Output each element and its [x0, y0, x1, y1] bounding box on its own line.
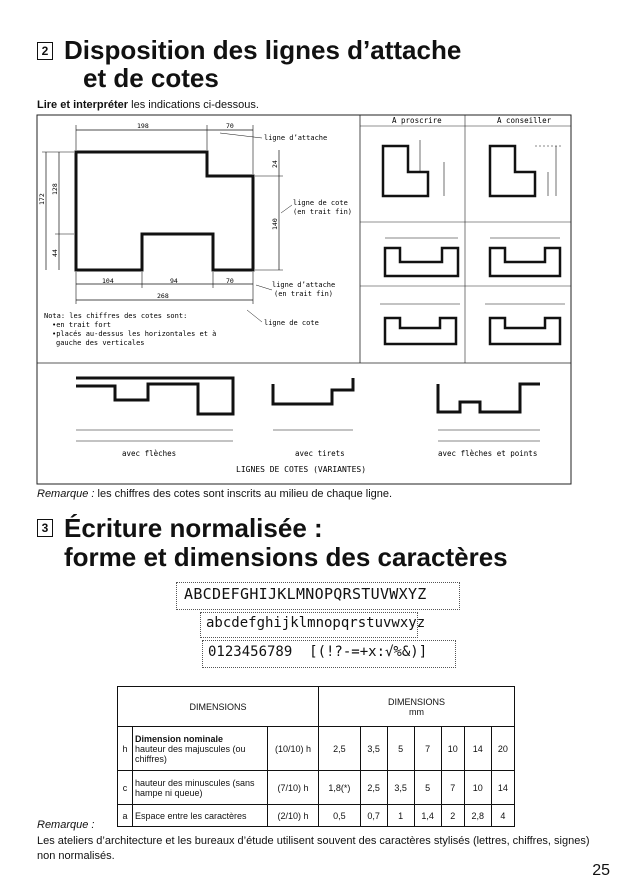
- cell-value: 1,8(*): [319, 771, 361, 805]
- remark-text: les chiffres des cotes sont inscrits au milieu de chaque ligne.: [94, 488, 393, 500]
- header-a-proscrire: A proscrire: [392, 116, 442, 125]
- table-row: [118, 805, 515, 827]
- dim-198: 198: [137, 122, 149, 130]
- nota-line-4: gauche des verticales: [56, 339, 145, 347]
- dim-140: 140: [271, 218, 279, 230]
- row-ratio: (2/10) h: [268, 805, 319, 827]
- main-part-outline: [76, 152, 253, 270]
- section-number-2: 2: [37, 42, 53, 60]
- nota-line-1: Nota: les chiffres des cotes sont:: [44, 312, 188, 320]
- cell-value: 0,7: [360, 805, 387, 827]
- cell-value: 7: [441, 771, 464, 805]
- remark-label: Remarque :: [37, 488, 95, 500]
- label-ligne-attache-b1: ligne d’attache: [272, 281, 336, 289]
- cell-value: 2,5: [360, 771, 387, 805]
- label-ligne-attache-b2: (en trait fin): [274, 290, 334, 298]
- row-desc-text: hauteur des minuscules (sans hampe ni queue): [133, 771, 268, 805]
- row-desc-text: Espace entre les caractères: [133, 805, 268, 827]
- subtitle-rest: les indications ci-dessous.: [128, 99, 259, 111]
- section-3-remark-label: [37, 819, 94, 831]
- dim-94: 94: [170, 277, 178, 285]
- dim-44: 44: [51, 249, 59, 257]
- label-lignes-de-cotes-variantes: LIGNES DE COTES (VARIANTES): [236, 465, 367, 474]
- row-desc-text: hauteur des majuscules (ou chiffres): [135, 743, 246, 764]
- dim-24: 24: [271, 160, 279, 168]
- cell-value: 14: [491, 771, 514, 805]
- digits-sample: 0123456789 [(!?-=+x:√%&)]: [208, 644, 428, 660]
- row-letter: c: [118, 771, 133, 805]
- cell-value: 10: [441, 727, 464, 771]
- dim-70-top: 70: [226, 122, 234, 130]
- cell-value: 5: [387, 727, 414, 771]
- cell-value: 5: [414, 771, 441, 805]
- table-row: [118, 771, 515, 805]
- subtitle-bold: Lire et interpréter: [37, 99, 129, 111]
- cell-value: 4: [491, 805, 514, 827]
- section-3-title-line1: Écriture normalisée :: [64, 513, 323, 543]
- cell-value: 2: [441, 805, 464, 827]
- cell-value: 0,5: [319, 805, 361, 827]
- row-desc-title: Dimension nominale: [135, 733, 224, 744]
- section-2-title-line2: et de cotes: [83, 63, 219, 93]
- proscrire-shape-1: [383, 146, 428, 196]
- cell-value: 1,4: [414, 805, 441, 827]
- label-ligne-cote-1: ligne de cote: [293, 199, 348, 207]
- header-a-conseiller: A conseiller: [497, 116, 552, 125]
- dimensions-table: [117, 686, 515, 827]
- dim-172: 172: [38, 193, 46, 205]
- table-header-left: DIMENSIONS: [118, 687, 319, 727]
- dim-104: 104: [102, 277, 114, 285]
- table-header-right-1: DIMENSIONS: [387, 696, 445, 707]
- cell-value: 20: [491, 727, 514, 771]
- label-avec-fleches: avec flèches: [122, 449, 177, 458]
- section-3-remark-text: Les ateliers d’architecture et les bureaux d’étude utilisent souvent des caractères stylisés (lettres, chiffres, signes) non normalisés.: [37, 835, 590, 862]
- remark-label-3: Remarque :: [37, 819, 95, 831]
- label-ligne-cote-b: ligne de cote: [264, 319, 319, 327]
- cell-value: 7: [414, 727, 441, 771]
- variant-shape-dashes: [273, 378, 353, 404]
- row-letter: a: [118, 805, 133, 827]
- dim-268: 268: [157, 292, 169, 300]
- row-letter: h: [118, 727, 133, 771]
- lower-sample: abcdefghijklmnopqrstuvwxyz: [206, 615, 426, 631]
- table-header-right: [319, 687, 515, 727]
- proscrire-shape-3: [385, 318, 456, 344]
- label-avec-fleches-points: avec flèches et points: [438, 449, 538, 458]
- cell-value: 2,8: [464, 805, 491, 827]
- row-ratio: (7/10) h: [268, 771, 319, 805]
- cell-value: 3,5: [360, 727, 387, 771]
- character-samples: [170, 578, 466, 674]
- conseiller-shape-3: [490, 318, 560, 344]
- section-2-title-line1: Disposition des lignes d’attache: [64, 35, 462, 65]
- row-desc: [133, 727, 268, 771]
- table-row: [118, 727, 515, 771]
- cell-value: 3,5: [387, 771, 414, 805]
- section-2-remark: [37, 488, 392, 500]
- label-ligne-attache-top: ligne d’attache: [264, 134, 328, 142]
- page-number: 25: [592, 862, 610, 879]
- variant-shape-arrows: [76, 378, 233, 414]
- dim-128: 128: [51, 183, 59, 195]
- cell-value: 14: [464, 727, 491, 771]
- conseiller-shape-1: [490, 146, 535, 196]
- label-ligne-cote-2: (en trait fin): [293, 208, 353, 216]
- cell-value: 1: [387, 805, 414, 827]
- cell-value: 2,5: [319, 727, 361, 771]
- label-avec-tirets: avec tirets: [295, 449, 345, 458]
- nota-line-3: •placés au-dessus les horizontales et à: [52, 330, 217, 338]
- proscrire-shape-2: [385, 248, 458, 276]
- upper-sample: ABCDEFGHIJKLMNOPQRSTUVWXYZ: [184, 585, 427, 603]
- conseiller-shape-2: [490, 248, 560, 276]
- table-header-right-2: mm: [409, 706, 424, 717]
- section-number-3: 3: [37, 519, 53, 537]
- dim-70-bottom: 70: [226, 277, 234, 285]
- section-3-title-line2: forme et dimensions des caractères: [64, 542, 508, 572]
- row-ratio: (10/10) h: [268, 727, 319, 771]
- variant-shape-points: [438, 384, 540, 412]
- nota-line-2: •en trait fort: [52, 321, 112, 329]
- cell-value: 10: [464, 771, 491, 805]
